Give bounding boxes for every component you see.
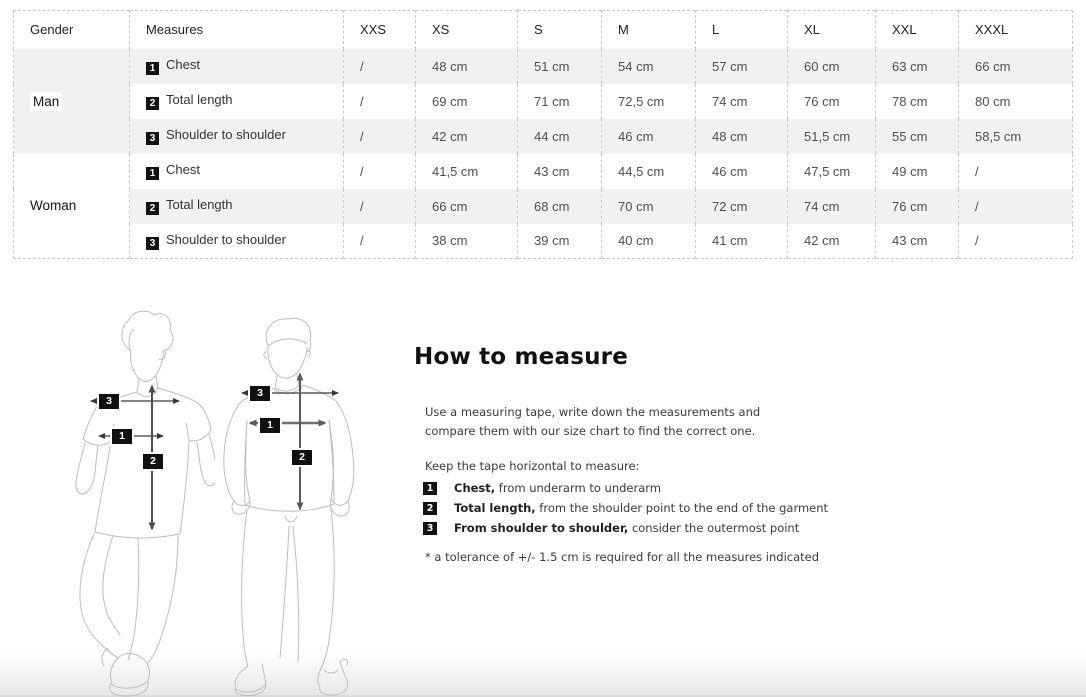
size-value-cell: 80 cm [959,84,1073,119]
size-value-cell: / [959,154,1073,189]
table-row [14,49,1073,84]
sweatshirt-measure-arrows [242,374,338,509]
measure-number-badge: 2 [146,202,159,215]
measure-number-badge: 1 [146,62,159,75]
column-header-s: S [518,11,602,49]
size-value-cell: 42 cm [416,119,518,154]
tshirt-measure-arrows [91,386,179,529]
size-value-cell: / [344,119,416,154]
step-number-badge: 1 [423,482,437,495]
size-value-cell: 76 cm [876,189,959,224]
tshirt-marker-chest: 1 [110,427,134,446]
tolerance-note: * a tolerance of +/- 1.5 cm is required for all the measures indicated [425,550,820,565]
table-header-row [14,11,1073,49]
measure-name-cell: 1 Chest [130,49,344,84]
size-value-cell: 46 cm [602,119,696,154]
size-value-cell: / [344,154,416,189]
size-value-cell: / [344,189,416,224]
size-value-cell: 39 cm [518,224,602,259]
gender-label: Woman [30,198,77,214]
gender-cell-woman [14,154,130,259]
size-value-cell: 54 cm [602,49,696,84]
table-body [14,49,1073,259]
gender-label: Man [30,92,62,111]
how-to-measure-title: How to measure [414,344,629,370]
size-value-cell: 70 cm [602,189,696,224]
column-header-xxxl: XXXL [959,11,1073,49]
size-value-cell: 40 cm [602,224,696,259]
size-value-cell: 44 cm [518,119,602,154]
size-value-cell: 68 cm [518,189,602,224]
measure-name-cell: 3 Shoulder to shoulder [130,119,344,154]
size-value-cell: 78 cm [876,84,959,119]
measure-step [423,521,914,535]
tshirt-figure-illustration [70,306,215,697]
size-value-cell: 74 cm [696,84,788,119]
column-header-xl: XL [788,11,876,49]
size-value-cell: 47,5 cm [788,154,876,189]
size-value-cell: 51 cm [518,49,602,84]
column-header-measures: Measures [130,11,344,49]
size-value-cell: 60 cm [788,49,876,84]
size-value-cell: 49 cm [876,154,959,189]
step-number-badge: 2 [423,502,437,515]
gender-cell-man [14,49,130,154]
size-value-cell: 43 cm [518,154,602,189]
measure-number-badge: 3 [146,132,159,145]
bottom-gradient [0,653,1086,697]
size-value-cell: 72 cm [696,189,788,224]
column-header-xxs: XXS [344,11,416,49]
size-value-cell: / [344,224,416,259]
how-to-intro-text: Use a measuring tape, write down the measurements and compare them with our size chart to find the correct one. [425,405,761,438]
size-value-cell: 66 cm [416,189,518,224]
size-value-cell: 46 cm [696,154,788,189]
size-value-cell: 43 cm [876,224,959,259]
size-value-cell: 66 cm [959,49,1073,84]
measure-name-cell: 3 Shoulder to shoulder [130,224,344,259]
size-value-cell: 48 cm [416,49,518,84]
size-value-cell: 55 cm [876,119,959,154]
step-text: Chest, from underarm to underarm [454,481,661,496]
sweatshirt-marker-shoulder: 3 [248,384,272,403]
table-row [14,119,1073,154]
size-value-cell: 71 cm [518,84,602,119]
column-header-xxl: XXL [876,11,959,49]
size-value-cell: 41,5 cm [416,154,518,189]
size-value-cell: 44,5 cm [602,154,696,189]
size-value-cell: 48 cm [696,119,788,154]
tshirt-marker-shoulder: 3 [97,392,121,411]
size-value-cell: 72,5 cm [602,84,696,119]
size-value-cell: 76 cm [788,84,876,119]
size-chart-table [13,10,1073,259]
size-value-cell: 74 cm [788,189,876,224]
size-value-cell: / [959,224,1073,259]
tshirt-marker-length: 2 [141,452,165,471]
size-value-cell: 69 cm [416,84,518,119]
size-value-cell: 41 cm [696,224,788,259]
measure-name-cell: 2 Total length [130,84,344,119]
size-value-cell: 63 cm [876,49,959,84]
column-header-gender: Gender [30,22,74,38]
measure-number-badge: 2 [146,97,159,110]
measure-number-badge: 3 [146,237,159,250]
sweatshirt-figure-illustration [210,310,370,697]
sweatshirt-marker-length: 2 [290,448,314,467]
table-row [14,224,1073,259]
size-value-cell: 58,5 cm [959,119,1073,154]
measure-step [423,501,914,515]
step-number-badge: 3 [423,522,437,535]
size-value-cell: 38 cm [416,224,518,259]
measure-name-cell: 2 Total length [130,189,344,224]
how-to-measure-section [414,344,914,564]
sweatshirt-marker-chest: 1 [258,416,282,435]
measure-step [423,481,914,495]
table-row [14,189,1073,224]
table-row [14,154,1073,189]
keep-tape-label: Keep the tape horizontal to measure: [425,459,640,474]
step-text: Total length, from the shoulder point to the end of the garment [454,501,829,516]
column-header-xs: XS [416,11,518,49]
measure-number-badge: 1 [146,167,159,180]
measure-steps-list [423,481,914,535]
size-value-cell: / [344,49,416,84]
size-value-cell: / [959,189,1073,224]
column-header-m: M [602,11,696,49]
step-text: From shoulder to shoulder, consider the outermost point [454,521,800,536]
column-header-l: L [696,11,788,49]
table-row [14,84,1073,119]
size-value-cell: / [344,84,416,119]
size-value-cell: 51,5 cm [788,119,876,154]
size-value-cell: 57 cm [696,49,788,84]
size-value-cell: 42 cm [788,224,876,259]
measure-name-cell: 1 Chest [130,154,344,189]
